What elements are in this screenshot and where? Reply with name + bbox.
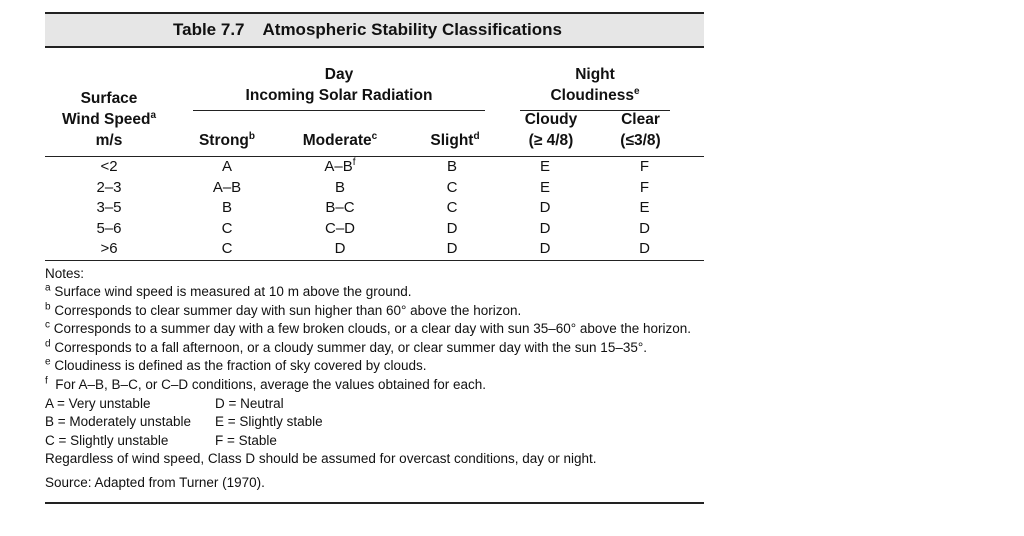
cell-value: 2–3 xyxy=(96,178,122,196)
cell-value: B xyxy=(334,178,345,196)
legend-item: D = Neutral xyxy=(215,395,284,411)
slight-cell xyxy=(399,239,505,260)
wind-header-line1: Surface xyxy=(80,90,138,107)
footnote xyxy=(45,376,704,395)
legend-item: A = Very unstable xyxy=(45,395,151,411)
moderate-cell xyxy=(281,219,399,240)
cell-value: >6 xyxy=(100,240,118,258)
strong-cell xyxy=(173,157,281,178)
cell-value: D xyxy=(539,219,551,237)
strong-cell xyxy=(173,219,281,240)
table-number: Table 7.7 xyxy=(173,20,245,39)
clear-header xyxy=(603,109,678,151)
night-header-line1: Night xyxy=(575,66,615,83)
table-row xyxy=(45,239,704,260)
cell-value: F xyxy=(639,178,650,196)
cloudy-cell xyxy=(505,178,585,199)
slight-cell xyxy=(399,157,505,178)
moderate-cell xyxy=(281,198,399,219)
stability-data-table xyxy=(45,157,704,261)
stability-table-document xyxy=(45,12,704,504)
clear-label: Clear xyxy=(621,111,660,128)
legend-item: B = Moderately unstable xyxy=(45,414,191,430)
moderate-cell xyxy=(281,157,399,178)
cell-value: 3–5 xyxy=(96,199,122,217)
cell-value: F xyxy=(639,158,650,176)
cell-value: B xyxy=(446,158,457,176)
cell-value: E xyxy=(539,158,550,176)
cell-value: D xyxy=(639,219,650,237)
table-title: Atmospheric Stability Classifications xyxy=(262,20,562,39)
cell-value: E xyxy=(639,199,650,217)
legend-item: C = Slightly unstable xyxy=(45,432,169,448)
slight-sup: d xyxy=(473,130,480,142)
clear-cell xyxy=(585,239,704,260)
clear-range: (≤3/8) xyxy=(620,132,661,149)
wind-speed-cell xyxy=(45,178,173,199)
table-body xyxy=(45,157,704,260)
slight-cell xyxy=(399,198,505,219)
cell-value: C xyxy=(446,178,458,196)
cloudy-cell xyxy=(505,239,585,260)
slight-cell xyxy=(399,219,505,240)
clear-cell xyxy=(585,178,704,199)
table-header xyxy=(45,48,704,157)
day-header-line1: Day xyxy=(324,66,354,83)
footnote-marker: f xyxy=(45,375,48,387)
notes-section xyxy=(45,261,704,504)
cloudy-label: Cloudy xyxy=(524,111,578,128)
wind-speed-cell xyxy=(45,239,173,260)
wind-speed-cell xyxy=(45,157,173,178)
cell-value: <2 xyxy=(100,158,118,176)
table-title-bar xyxy=(45,12,704,48)
cloudy-cell xyxy=(505,219,585,240)
cell-value: D xyxy=(334,240,346,258)
footnote xyxy=(45,283,704,302)
slight-cell xyxy=(399,178,505,199)
clear-cell xyxy=(585,198,704,219)
legend-item: E = Slightly stable xyxy=(215,414,323,430)
day-group-header xyxy=(193,64,485,106)
cell-value: E xyxy=(539,178,550,196)
night-header-sup: e xyxy=(633,85,640,97)
cell-value: D xyxy=(639,240,650,258)
wind-speed-header xyxy=(45,88,173,151)
moderate-header xyxy=(285,130,395,151)
cell-value: A–B xyxy=(212,178,242,196)
clear-cell xyxy=(585,219,704,240)
day-group-rule xyxy=(193,110,485,111)
notes-list xyxy=(45,283,704,395)
cloudy-cell xyxy=(505,198,585,219)
table-row xyxy=(45,157,704,178)
cloudy-cell xyxy=(505,157,585,178)
cell-value: C xyxy=(446,199,458,217)
night-header-line2: Cloudiness xyxy=(550,87,634,104)
cell-value: D xyxy=(539,199,551,217)
moderate-sup: c xyxy=(371,130,378,142)
cell-value: A–B xyxy=(324,158,353,176)
night-group-header xyxy=(520,64,670,106)
table-row xyxy=(45,198,704,219)
footnote-text: Corresponds to a summer day with a few broken clouds, or a clear day with sun 35–60° above the horizon. xyxy=(50,321,691,337)
strong-label: Strong xyxy=(198,132,249,149)
cell-value: C xyxy=(221,240,233,258)
source-citation: Source: Adapted from Turner (1970). xyxy=(45,474,704,504)
footnote-text: Corresponds to a fall afternoon, or a cloudy summer day, or clear summer day with the sun 15–35°. xyxy=(50,339,648,355)
footnote-text: Corresponds to clear summer day with sun higher than 60° above the horizon. xyxy=(50,302,522,318)
cell-value: 5–6 xyxy=(96,219,122,237)
class-legend xyxy=(45,395,704,451)
slight-header xyxy=(415,130,495,151)
overcast-note: Regardless of wind speed, Class D should be assumed for overcast conditions, day or night. xyxy=(45,451,597,467)
cloudy-header xyxy=(515,109,587,151)
strong-cell xyxy=(173,239,281,260)
cell-value: C xyxy=(221,219,233,237)
strong-header xyxy=(185,130,269,151)
cell-footnote-sup: f xyxy=(352,157,356,169)
wind-header-sup: a xyxy=(150,109,157,121)
footnote-marker: d xyxy=(45,338,51,350)
strong-cell xyxy=(173,198,281,219)
strong-cell xyxy=(173,178,281,199)
moderate-label: Moderate xyxy=(302,132,372,149)
footnote-marker: e xyxy=(45,356,51,368)
cell-value: B xyxy=(221,199,232,217)
notes-heading: Notes: xyxy=(45,265,85,281)
cell-value: B–C xyxy=(325,199,355,217)
footnote-text: Cloudiness is defined as the fraction of sky covered by clouds. xyxy=(50,358,427,374)
footnote xyxy=(45,320,704,339)
wind-header-line3: m/s xyxy=(95,132,123,149)
footnote xyxy=(45,339,704,358)
cell-value: D xyxy=(446,219,458,237)
footnote-marker: b xyxy=(45,301,51,313)
day-header-line2: Incoming Solar Radiation xyxy=(245,87,433,104)
slight-label: Slight xyxy=(430,132,474,149)
footnote xyxy=(45,302,704,321)
cell-value: A xyxy=(221,158,232,176)
legend-item: F = Stable xyxy=(215,432,277,448)
wind-header-line2: Wind Speed xyxy=(61,111,151,128)
table-row xyxy=(45,219,704,240)
moderate-cell xyxy=(281,178,399,199)
cloudy-range: (≥ 4/8) xyxy=(528,132,574,149)
strong-sup: b xyxy=(248,130,256,142)
cell-value: C–D xyxy=(324,219,355,237)
footnote-marker: a xyxy=(45,282,51,294)
footnote-marker: c xyxy=(45,319,50,331)
wind-speed-cell xyxy=(45,219,173,240)
footnote xyxy=(45,357,704,376)
table-row xyxy=(45,178,704,199)
cell-value: D xyxy=(446,240,458,258)
footnote-text: Surface wind speed is measured at 10 m above the ground. xyxy=(50,284,412,300)
clear-cell xyxy=(585,157,704,178)
footnote-text: For A–B, B–C, or C–D conditions, average the values obtained for each. xyxy=(47,377,487,393)
cell-value: D xyxy=(539,240,551,258)
wind-speed-cell xyxy=(45,198,173,219)
moderate-cell xyxy=(281,239,399,260)
